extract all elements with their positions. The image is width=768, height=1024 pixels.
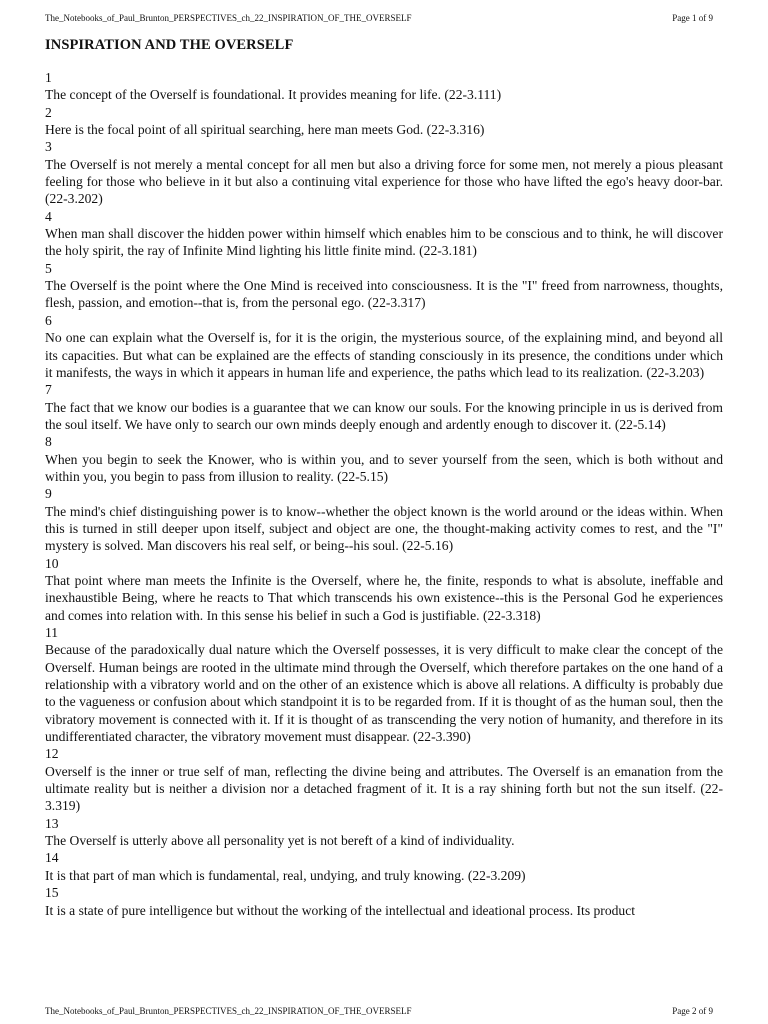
paragraph: [45, 815, 723, 850]
paragraph-number: 15: [45, 885, 59, 901]
paragraph-number: 3: [45, 139, 52, 155]
paragraph-text: When you begin to seek the Knower, who is within you, and to sever yourself from the seen, which is both without and within you, you begin to pass from illusion to reality. (22-5.15): [45, 451, 723, 484]
footer-page-number: Page 2 of 9: [672, 1006, 713, 1016]
paragraph: [45, 312, 723, 381]
paragraph: [45, 208, 723, 260]
paragraph-number: 10: [45, 555, 59, 571]
paragraph-number: 9: [45, 486, 52, 502]
paragraph-text: It is that part of man which is fundamental, real, undying, and truly knowing. (22-3.209): [45, 867, 526, 883]
paragraph-text: Here is the focal point of all spiritual searching, here man meets God. (22-3.316): [45, 122, 485, 138]
document-body: [45, 69, 723, 983]
page-header: [45, 12, 713, 24]
paragraph-text: The fact that we know our bodies is a guarantee that we can know our souls. For the knowing principle in us is derived from the soul itself. We have only to search our own minds deeply enough and ardently enough to discover it. (22-5.14): [45, 399, 723, 432]
paragraph: [45, 104, 723, 139]
paragraph-number: 2: [45, 104, 52, 120]
paragraph: [45, 260, 723, 312]
paragraph-number: 7: [45, 382, 52, 398]
header-doc-name: The_Notebooks_of_Paul_Brunton_PERSPECTIVES_ch_22_INSPIRATION_OF_THE_OVERSELF: [45, 13, 412, 23]
paragraph: [45, 555, 723, 624]
paragraph: [45, 69, 723, 104]
paragraph: [45, 745, 723, 814]
paragraph-number: 13: [45, 815, 59, 831]
paragraph: [45, 884, 723, 919]
paragraph-number: 12: [45, 746, 59, 762]
paragraph-text: The Overself is not merely a mental concept for all men but also a driving force for some men, not merely a pious pleasant feeling for those who believe in it but also a continuing vital experience for those who have lifted the ego's heavy door-bar. (22-3.202): [45, 156, 723, 207]
paragraph-text: When man shall discover the hidden power within himself which enables him to be conscious and to think, he will discover the holy spirit, the ray of Infinite Mind lighting his little finite mind. (22-3.181): [45, 226, 723, 259]
paragraph-text: The concept of the Overself is foundational. It provides meaning for life. (22-3.111): [45, 87, 502, 103]
paragraph-number: 4: [45, 208, 52, 224]
paragraph: [45, 138, 723, 207]
paragraph-text: No one can explain what the Overself is, for it is the origin, the mysterious source, of the explaining mind, and beyond all its capacities. But what can be explained are the effects of standing consciously in its presence, the conditions under which it manifests, the ways in which it appears in human life and experience, the paths which lead to its realization. (22-3.203): [45, 330, 723, 380]
paragraph-number: 1: [45, 70, 52, 85]
footer-doc-name: The_Notebooks_of_Paul_Brunton_PERSPECTIVES_ch_22_INSPIRATION_OF_THE_OVERSELF: [45, 1006, 412, 1016]
paragraph: [45, 849, 723, 884]
paragraph-text: The Overself is utterly above all personality yet is not bereft of a kind of individuality.: [45, 833, 515, 849]
paragraph-number: 11: [45, 625, 59, 640]
paragraph-text: It is a state of pure intelligence but without the working of the intellectual and ideational process. Its product: [45, 902, 636, 918]
paragraph: [45, 485, 723, 554]
paragraph-text: The mind's chief distinguishing power is to know--whether the object known is the world around or the ideas within. When this is turned in still deeper upon itself, subject and object are one, the thought-making activity comes to rest, and the "I" mystery is solved. Man discovers his real self, or being--his soul. (22-5.16): [45, 503, 723, 554]
header-page-number: Page 1 of 9: [672, 13, 713, 23]
page-title: INSPIRATION AND THE OVERSELF: [45, 37, 294, 53]
paragraph: [45, 624, 723, 745]
paragraph: [45, 433, 723, 485]
paragraph-text: Because of the paradoxically dual nature which the Overself possesses, it is very difficult to make clear the concept of the Overself. Human beings are rooted in the ultimate mind through the Overself, which therefore partakes on the one hand of a relationship with a vibratory world and on the other of an existence which is above all relations. A difficulty is probably due to the vagueness or confusion about which standpoint it is to be regarded from. If it is thought of as the human soul, then the vibratory movement is connected with it. If it is thought of as transcending the very notion of humanity, and therefore in its undifferentiated character, the vibratory movement must disappear. (22-3.390): [45, 642, 723, 745]
paragraph-text: The Overself is the point where the One Mind is received into consciousness. It is the "I" freed from narrowness, thoughts, flesh, passion, and emotion--that is, from the personal ego. (22-3.317): [45, 278, 723, 311]
paragraph-number: 6: [45, 312, 52, 328]
paragraph-number: 8: [45, 434, 52, 450]
paragraph-number: 5: [45, 260, 52, 276]
page-footer: [45, 1005, 713, 1017]
paragraph-text: Overself is the inner or true self of man, reflecting the divine being and attributes. The Overself is an emanation from the ultimate reality but is neither a division nor a detached fragment of it. It is a ray shining forth but not the sun itself. (22-3.319): [45, 763, 723, 814]
paragraph: [45, 381, 723, 433]
paragraph-text: That point where man meets the Infinite is the Overself, where he, the finite, responds to what is absolute, ineffable and inexhaustible Being, where he reacts to That which transcends his own existence--this is the Personal God he experiences and comes into relation with. In this sense his belief in such a God is justifiable. (22-3.318): [45, 572, 723, 623]
paragraph-number: 14: [45, 850, 59, 866]
